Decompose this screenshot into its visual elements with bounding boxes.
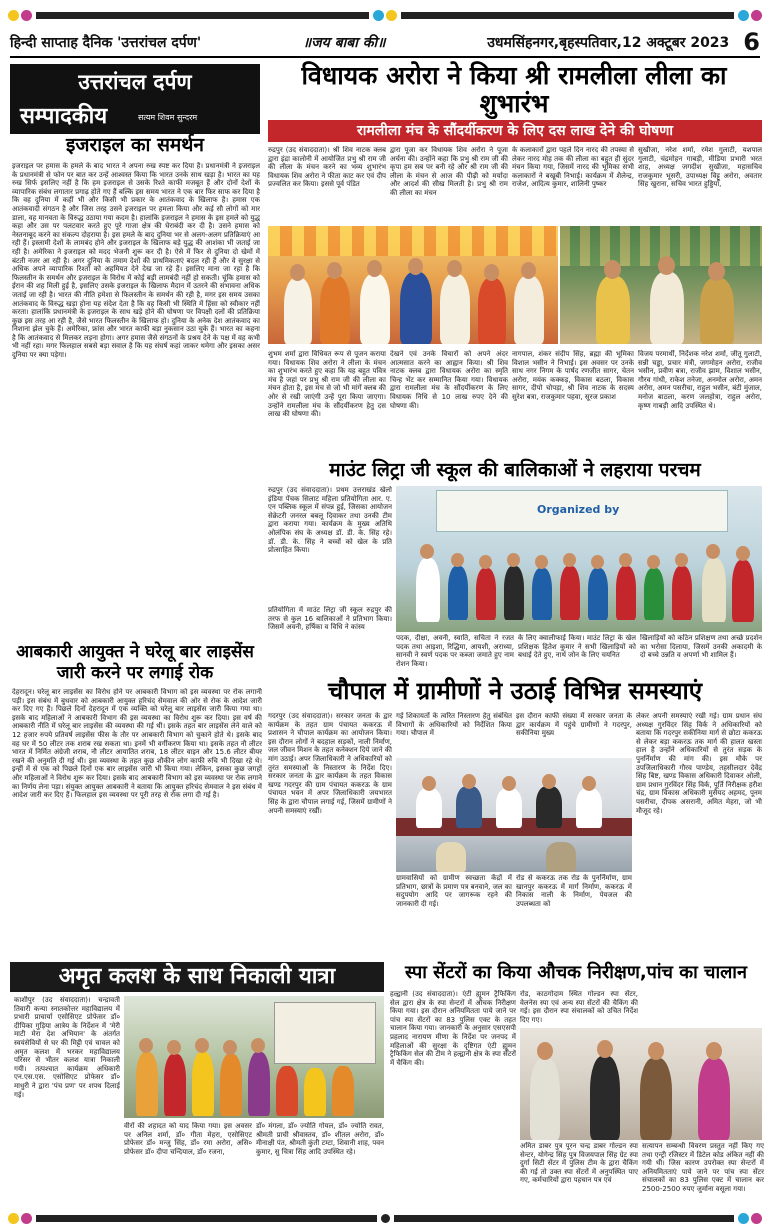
school-col-5: खिलाड़ियों को कठिन प्रशिक्षण तथा अच्छे प्रदर्शन का भरोसा दिलाया, जिसमें उनकी अकादमी के दो बच्चे उन्नति व अपर्णा भी शामिल हैं। (640, 634, 762, 660)
photo-person (616, 566, 636, 620)
photo-person (416, 558, 440, 622)
spa-col-1: हल्द्वानी (उद संवाददाता)। एंटी ह्यूमन ट्रैफिकिंग सेल द्वारा क्षेत्र के स्पा सेन्टरों में औचक निरीक्षण किया गया। इस दौरान अनियमितता पाये जाने पर पांच स्पा सेंटरों का 83 पुलिस एक्ट के तहत चालान किया गया। जानकारी के अनुसार एसएसपी प्रहलाद नारायण मीणा के निर्देश पर जनपद में महिलाओं की सुरक्षा के दृष्टिगत एंटी ह्यूमन ट्रैफिकिंग सेल की टीम ने हल्द्वानी क्षेत्र के स्पा सेंटरों में चैकिंग की। (390, 990, 516, 1067)
masthead (10, 28, 760, 58)
ramlila-headline: विधायक अरोरा ने किया श्री रामलीला लीला का शुभारंभ (301, 61, 727, 118)
photo-person-head (167, 1040, 181, 1055)
photo-person (590, 1056, 620, 1140)
photo-person (640, 1058, 672, 1140)
photo-person-head (420, 544, 434, 559)
chaupal-col-2: गई शिकायतों के त्वरित निस्तारण हेतु संबंधित विभागों के अधिकारियों को निर्देशित किया गया। चौपाल में (396, 712, 512, 738)
photo-person (136, 1052, 158, 1116)
registration-dot-icon (8, 1213, 19, 1224)
photo-person (698, 1058, 730, 1140)
excise-headline: आबकारी आयुक्त ने घरेलू बार लाइसेंस जारी करने पर लगाई रोक (16, 642, 254, 683)
photo-person-head (462, 774, 476, 789)
photo-person-head (422, 776, 436, 791)
ramlila-col-4: सुखीजा, नरेश शर्मा, रमेश गुलाटी, यशपाल गुलाटी, चंद्रमोहन गाबड़ी, मीडिया प्रभारी भरत शाह, अध्यक्ष जगदीश सुखीजा, महासचिव राजकुमार भूसरी, उपाध्यक्ष विट्टू अरोरा, अवतार सिंह खुराना, सचिव भारत हुड्डिया, (638, 146, 762, 189)
photo-person-head (327, 262, 342, 279)
photo-person (546, 842, 576, 872)
registration-block (36, 12, 369, 19)
photo-person (478, 278, 506, 344)
registration-block (36, 1215, 377, 1222)
school-col-3: पदक, दीक्षा, अवनी, स्वाति, सचिता ने रजत पदक तथा आइशा, रिद्धिमा, आयशी, अराध्या, सानवी ने स्वर्ण पदक पर कब्जा जमाते हुए नाम रोशन किया। (396, 634, 514, 668)
photo-person (702, 558, 726, 622)
photo-decoration (268, 226, 558, 256)
photo-person-head (647, 555, 660, 569)
photo-person (448, 566, 468, 620)
photo-person-head (591, 555, 604, 569)
editorial-brand: उत्तरांचल दर्पण (78, 70, 192, 94)
ramlila-caption-left: शुभम शर्मा द्वारा विधिवत रूप से पूजन कराया गया। विधायक शिव अरोरा ने लीला के मंचन का शुभारंभ करते हुए कहा कि यह बहुत पवित्र मंच है जहां पर प्रभु श्री राम जी की लीला का मंचन होता है, इस मंच से जो भी मांगें क्लब की ओर से रखी जाएंगी उन्हें पूरा किया जाएगा। उन्होंने रामलीला मंच के सौंदर्यीकरण हेतु दस लाख की घोषणा की। (268, 350, 386, 419)
slogan: ॥जय बाबा की॥ (302, 34, 386, 51)
page-number: 6 (743, 28, 760, 56)
editorial-section: सम्पादकीय (20, 104, 108, 129)
photo-person (560, 566, 580, 620)
spa-col-2: रोड, काठगोदाम स्थित गोल्डन स्पा सेंटर, वेलनेस स्पा एवं अन्य स्पा सेंटरों की चैकिंग की गई। इस दौरान स्पा संचालकों को उचित निर्देश दिए गए। (520, 990, 638, 1024)
photo-person (650, 272, 684, 344)
kalash-headline: अमृत कलश के साथ निकाली यात्रा (58, 964, 336, 989)
ramlila-subhead-band (268, 120, 762, 142)
photo-person-head (223, 1040, 237, 1055)
photo-person (514, 276, 544, 344)
photo-person (320, 276, 350, 344)
photo-person-head (675, 553, 688, 567)
photo-person-head (604, 260, 621, 279)
ramlila-caption-mid: देखने एवं उनके विचारों को अपने अंदर आत्मसात करने का आह्वान किया। श्री शिव नाटक क्लब द्वारा विधायक अरोरा का स्मृति चिन्ह भेंट कर सम्मानित किया गया। विधायक द्वारा रामलीला मंच के सौंदर्यीकरण के लिए विधायक निधि से 10 लाख रुपए देने की घोषणा की। (390, 350, 508, 410)
registration-dot-icon (751, 1213, 762, 1224)
photo-person-head (563, 553, 576, 567)
photo-person (164, 1054, 186, 1116)
registration-dot-icon (738, 10, 749, 21)
photo-person (332, 1066, 354, 1116)
event-banner (436, 490, 728, 532)
photo-person-head (521, 262, 536, 279)
photo-person-head (708, 262, 725, 281)
top-registration-bar (8, 9, 762, 21)
yatra-banner (274, 1002, 376, 1064)
kalash-headline-box (10, 962, 384, 992)
chaupal-meeting-photo (396, 758, 632, 872)
spa-inspection-photo (520, 1028, 762, 1140)
photo-person-head (658, 256, 675, 275)
photo-person (536, 786, 562, 828)
school-col-2: प्रतियोगिता में माउंट लिट्रा जी स्कूल रुद्रपुर की तरफ से कुल 16 बालिकाओं ने प्रतिभाग किया। जिसमें अवनी, हर्षिका व विधि ने कांस्य (268, 606, 392, 632)
spa-caption-2: सत्यापन सम्बन्धी विवरण प्रस्तुत नहीं किए गए तथा एन्ट्री रजिस्टर में डिटेल कोड अंकित नहीं की गयी थी। जिस कारण उपरोक्त स्पा सेन्टरों में अनियमितताएं पाये जाने पर पांच स्पा सेंटर संचालकों का 83 पुलिस एक्ट में चालान कर 2500-2500 रुपए जुर्माना वसूला गया। (642, 1142, 764, 1193)
photo-person (576, 788, 602, 828)
ramlila-col-2: द्वारा पूजा कर विधायक शिव अरोरा ने पूजा अर्चना की। उन्होंने कहा कि प्रभु श्री राम जी की कृपा हम सब पर बनी रहे और श्री राम जी की लीला के मंचन से आज की पीढ़ी को मर्यादा और आदर्श की सीख मिलती है। प्रभु श्री राम की लीला का मंचन (390, 146, 508, 197)
photo-person-head (479, 555, 492, 569)
editorial-headline: इजराइल का समर्थन (66, 134, 204, 156)
registration-dot-icon (738, 1213, 749, 1224)
photo-person-head (290, 264, 305, 281)
photo-person-head (484, 264, 499, 281)
photo-person-head (447, 260, 462, 277)
photo-person-head (451, 553, 464, 567)
spa-headline: स्पा सेंटरों का किया औचक निरीक्षण,पांच का चालान (405, 962, 747, 983)
photo-person (284, 278, 312, 344)
photo-person (588, 568, 608, 620)
photo-person-head (736, 546, 750, 561)
kalash-caption-1: वीरों की शहादत को याद किया गया। इस अवसर पर अनिल शर्मा, डॉ० गीता मेहरा, एसोसिएट प्रोफेसर डॉ० मन्जु सिंह, डॉ० रमा अरोरा, असि० प्रोफेसर डॉ० दीपा चन्दियाल, डॉ० रजना, (124, 1122, 252, 1156)
photo-person (732, 560, 754, 622)
paper-title: हिन्दी साप्ताह दैनिक 'उत्तरांचल दर्पण' (10, 34, 202, 51)
registration-dot-icon (751, 10, 762, 21)
photo-person (248, 1052, 270, 1116)
ramlila-caption-right: नागपाल, शंकर संदीप सिंह, ब्रह्मा की भूमिका विशाल भसीन ने निभाई। इस अवसर पर उनके साथ नगर निगम के पार्षद रणजीत सागर, चेतन अरोरा, मयंक कक्कड़, विकास बठला, विकास सागर, दीपो चोपड़ा, श्री शिव नाटक के सदस्य सुरेश बत्रा, राजकुमार पहवा, सूरज प्रकाश (512, 350, 634, 401)
photo-person-head (367, 260, 382, 277)
ramlila-col-1: रुद्रपुर (उद संवाददाता)। श्री शिव नाटक क्लब द्वारा इंद्रा कालोनी में आयोजित प्रभु श्री राम जी की लीला के मंचन करने का भव्य शुभारंभ विधायक शिव अरोरा ने फीता काट कर एवं दीप प्रज्वलित कर किया। इससे पूर्व पंडित (268, 146, 386, 189)
photo-person (440, 274, 470, 344)
event-banner-text: Organized by (537, 503, 620, 516)
chaupal-caption-1: ग्रामवासियों को ग्रामीण स्वच्छता केंद्रों में प्रतिभाग, छात्रों के प्रमाण पत्र बनवाने, जल का सदुपयोग आदि पर जागरूक रहने की जानकारी दी गई। (396, 874, 512, 908)
registration-dot-icon (386, 10, 397, 21)
photo-person-head (502, 776, 516, 791)
ramlila-performers-photo (560, 226, 762, 344)
ramlila-caption-far: विजय परमार्थी, निर्देशक नरेश शर्मा, जीतू गुलाटी, सन्नी चड्ढा, प्रचार मंत्री, जगमोहन अरोरा, राजीव भसीन, प्रवीण बत्रा, राजीव झाम, विशाल भसीन, गौरव गांधी, राकेश तनेजा, अनमोल अरोरा, अमन अरोरा, अमन पसरीचा, राहुल भसीन, बंटी मुंजाल, मनोज बाठला, करण जलहोत्रा, राहुल अरोरा, कृष्ण गाबड़ी आदि उपस्थित थे। (638, 350, 762, 410)
photo-person (532, 568, 552, 620)
photo-person-head (706, 544, 720, 559)
ramlila-col-3: के कलाकारों द्वारा पहले दिन नारद की तपस्या से लेकर नारद मोह तक की लीला का बहुत ही सुंदर मंचन किया गया, जिसमें नारद की भूमिका सभी कलाकारों ने बखूबी निभाई। कार्यक्रम में शैलेन्द्र, राजेश, आदित्य कुमार, शालिनी पुष्कर (512, 146, 634, 189)
photo-person-head (139, 1038, 153, 1053)
kalash-col-1: काशीपुर (उद संवाददाता)। चन्द्रावती तिवारी कन्या स्नातकोत्तर महाविद्यालय में प्रभारी प्राचार्या एसोसिएट प्रोफेसर डॉ० दीपिका गुड़िया आत्रेय के निर्देशन में 'मेरी माटी मेरा देश अभियान' के अंतर्गत स्वयंसेवियों से घर की मिट्टी एवं चावल को अमृत कलश में भरकर महाविद्यालय परिसर से भीतर कलश यात्रा निकाली गयी। तत्पश्चात कार्यक्रम अधिकारी एन.एस.एस. एसोसिएट प्रोफेसर डॉ० माधुरी ने द्वारा 'पंच प्रण' पर शपथ दिलाई गई। (14, 996, 120, 1099)
photo-person-head (537, 1042, 553, 1060)
chaupal-col-1: गदरपुर (उद संवाददाता)। सरकार जनता के द्वार कार्यक्रम के तहत ग्राम पंचायत ककरऊ में प्रशासन ने चौपाल कार्यक्रम का आयोजन किया। इस दौरान लोगों ने बदहाल सड़कों, नाली निर्माण, जल जीवन मिशन के तहत कनेक्शन दिये जाने की मांग उठाई। अपर जिलाधिकारी ने अधिकारियों को तुरंत समस्याओं के निस्तारण के निर्देश दिए। सरकार जनता के द्वार कार्यक्रम के तहत विकास खण्ड गदरपुर की ग्राम पंचायत ककरऊ के ग्राम पंचायत भवन में अपर जिलाधिकारी जयभारत सिंह के द्वारा चौपाल लगाई गई, जिसमें ग्रामीणों ने अपनी समस्याएं रखीं। (268, 712, 392, 815)
school-team-photo (396, 486, 762, 632)
photo-person-head (597, 1040, 613, 1058)
registration-target-icon (381, 1214, 390, 1223)
chaupal-headline: चौपाल में ग्रामीणों ने उठाई विभिन्न समस्याएं (327, 677, 702, 705)
photo-person-head (535, 555, 548, 569)
photo-person (504, 566, 524, 620)
photo-person (416, 788, 442, 828)
school-col-1: रुद्रपुर (उद संवाददाता)। प्रथम उत्तराखंड खेलो इंडिया पेंचक सिलाट महिला प्रतियोगिता आर. ए. एन पब्लिक स्कूल में संपन्न हुई, जिसका आयोजन सेक्रेटरी जनरल बबलू दिवाकर तथा उनकी टीम द्वारा कराया गया। कार्यक्रम के मुख्य अतिथि ओलंपिक संघ के अध्यक्ष डॉ. डी. के. सिंह रहे। डॉ. डी. के. सिंह ने बच्चों को खेल के प्रति प्रोत्साहित किया। (268, 486, 392, 555)
photo-person-head (195, 1038, 209, 1053)
photo-person (192, 1052, 214, 1116)
photo-person-head (251, 1038, 265, 1053)
photo-person-head (582, 776, 596, 791)
photo-person (596, 276, 630, 344)
registration-dot-icon (21, 10, 32, 21)
dateline: उधमसिंहनगर,बृहस्पतिवार,12 अक्टूबर 2023 (487, 34, 730, 51)
registration-dot-icon (8, 10, 19, 21)
kalash-yatra-photo (124, 996, 384, 1118)
photo-person (672, 566, 692, 620)
registration-block (401, 12, 734, 19)
registration-dot-icon (373, 10, 384, 21)
editorial-header-box (10, 64, 260, 134)
photo-person (276, 1066, 298, 1116)
registration-dot-icon (21, 1213, 32, 1224)
photo-person (436, 842, 466, 872)
kalash-caption-2: डॉ० मंगला, डॉ० ज्योति गोयल, डॉ० ज्योति रावत, श्रीमती प्राची श्रीवास्तव, डॉ० शीतल अरोरा, डॉ० मीनाक्षी पंत, श्रीमती कुंती टम्टा, शिवानी शाह, पवन कुमार, सु चित्रा सिंह आदि उपस्थित रहे। (256, 1122, 384, 1156)
ramlila-stage-photo (268, 226, 558, 344)
photo-person (456, 786, 482, 828)
registration-block (394, 1215, 735, 1222)
photo-person (304, 1068, 326, 1116)
photo-person (360, 274, 390, 344)
photo-person-head (648, 1042, 664, 1060)
photo-person-head (619, 553, 632, 567)
photo-person-head (542, 774, 556, 789)
photo-person-head (408, 258, 423, 275)
photo-person (400, 272, 432, 344)
photo-person (496, 788, 522, 828)
photo-person (530, 1058, 560, 1140)
chaupal-caption-2: रोड से ककरऊ तक रोड के पुनर्निर्माण, ग्राम खानपुर ककरऊ में मार्ग निर्माण, ककरऊ में निकास नाली के निर्माण, पेयजल की उपलब्धता को (516, 874, 632, 908)
chaupal-col-4: लेकर अपनी समस्याएं रखी गई। ग्राम प्रधान संघ अध्यक्ष गुरविंदर सिंह विर्क ने अधिकारियों को बताया कि गदरपुर सकीनिया मार्ग से छोटा ककरऊ से लेकर बड़ा ककरऊ तक मार्ग की हालत खस्ता हाल है उन्होंने अधिकारियों से तुरंत सड़क के पुनर्निर्माण की मांग की। इस मौके पर उपजिलाधिकारी गौरव पाण्डेय, तहसीलदार देवेंद्र सिंह बिष्ट, खण्ड विकास अधिकारी दिवाकर ओली, ग्राम प्रधान गुरविंदर सिंह विर्क, पूर्ति निरीक्षक हरीश चंद्र, ग्राम विकास अधिकारी मुसैयद अहमद, पूनम पसरीचा, दीपक असरानी, अमित मेहरा, जो भी मौजूद रहे। (636, 712, 762, 815)
bottom-registration-bar (8, 1212, 762, 1224)
school-col-4: के लिए क्वालीफाई किया। माउंट लिट्रा के खेल प्रशिक्षक हितेश कुमार ने सभी खिलाड़ियों को बधाई देते हुए, नार्थ जोन के लिए चयनित (518, 634, 636, 660)
ramlila-subhead: रामलीला मंच के सौंदर्यीकरण के लिए दस लाख देने की घोषणा (357, 123, 673, 139)
photo-person (220, 1054, 242, 1116)
chaupal-col-3: इस दौरान काफी संख्या में सरकार जनता के द्वार कार्यक्रम में पहुंचे ग्रामीणों ने गदरपुर, सकीनिया मुख्य (516, 712, 632, 738)
school-headline: माउंट लिट्रा जी स्कूल की बालिकाओं ने लहराया परचम (329, 459, 701, 481)
spa-caption-1: अमित डाबर पुत्र पूरन चन्द्र डाबर गोल्डन स्पा सेन्टर, योगेन्द्र सिंह पुत्र विजयपाल सिंह ग्रेट स्पा दुर्गा सिटी सेंटर में पुलिस टीम के द्वारा चैकिंग की गई तो उक्त स्पा सेंटरों में अनुपस्थित पाए गए, कर्मचारियों द्वारा पहचान पत्र एवं (520, 1142, 638, 1185)
photo-person (476, 568, 496, 620)
photo-person-head (507, 553, 520, 567)
photo-person-head (706, 1042, 722, 1060)
photo-person (700, 278, 734, 344)
editorial-motto: सत्यम शिवम सुन्दरम (138, 113, 198, 122)
editorial-body: इजराइल पर हमास के हमले के बाद भारत ने अपना रुख स्पष्ट कर दिया है। प्रधानमंत्री ने इजराइल के प्रधानमंत्री से फोन पर बात कर उन्हें आश्वस्त किया कि भारत उनके साथ खड़ा है। भारत का यह रुख सिर्फ इसलिए नहीं है कि हम इजराइल से उसके रिश्ते काफी मजबूत हैं और दोनों देशों के व्यापारिक संबंध लगातार प्रगाढ़ होते गए हैं बल्कि इस समय भारत ने एक बार फिर साफ कर दिया है कि वह दुनिया में कहीं भी और किसी भी प्रकार के आतंकवाद के खिलाफ है। हमास एक आतंकवादी संगठन है और जिस तरह उसने इजराइल पर हमला किया और कई सौ लोगों को मार डाला, वह मानवता के विरुद्ध उठाया गया कदम है। हालांकि इजराइल ने हमास के इस हमले को युद्ध कहा और उस पर पलटवार करते हुए पूरे गाजा क्षेत्र की घेराबंदी कर दी है। उसने हमास को नेस्तनाबूद करने का संकल्प दोहराया है। इस हमले के बाद दुनिया भर से अलग-अलग प्रतिक्रियाएं आ रही हैं। इस्लामी देशों के लामबंद होने और इजराइल के खिलाफ बड़े युद्ध की आशंका भी जताई जा रही है। अमेरिका ने इजराइल को मदद भेजनी शुरू कर दी है। ऐसे में फिर से दुनिया दो खेमों में बंटती नजर आ रही है। अगर दुनिया के तमाम देशों की प्राथमिकताएं बदल रही हैं और वे सुरक्षा से अधिक अपने व्यापारिक रिश्तों को अहमियत देने देख जा रहे हैं। इसलिए माना जा रहा है कि फिलस्तीन के समर्थन और इजराइल के विरोध में कोई बड़ी लामबंदी नहीं हो सकती। चूंकि हमास को ईरान की शह मिली हुई है, इसलिए उसके इजराइल के खिलाफ मैदान में उतरने की संभावना अधिक जताई जा रही है। भारत की नीति हमेशा से फिलस्तीन के समर्थन की रही है, मगर इस समय उसका आतंकवाद के विरुद्ध खड़ा होना यह संदेश देता है कि वह किसी भी स्थिति में हिंसा को स्वीकार नहीं करता। हालांकि प्रधानमंत्री के इजराइल के साथ खड़े होने की घोषणा पर विपक्षी दलों की प्रतिक्रिया कुछ इस तरह आ रही है, जैसे भारत फिलस्तीन के खिलाफ हो। दुनिया के अनेक देश आतंकवाद का निशाना झेल चुके हैं। अमेरिका, फ्रांस और भारत काफी बड़ा नुकसान उठा चुके हैं। भारत का कहना है कि आतंकवाद से मिलकर लड़ना होगा। अगर हमास जैसे संगठनों के प्रश्रय देने के पक्ष में वह कभी भी नहीं रहा। मगर फिलहाल सबसे बड़ा सवाल है कि यह संघर्ष कहां जाकर थमेगा और इसका असर दुनिया पर क्या पड़ेगा। (12, 162, 260, 360)
excise-body: देहरादून। घरेलू बार लाइसेंस का विरोध होने पर आबकारी विभाग को इस व्यवस्था पर रोक लगानी पड़ी। इस संबंध में बुधवार को आबकारी आयुक्त हरिचंद सेमवाल की ओर से रोक के आदेश जारी कर दिए गए हैं। पिछले दिनों देहरादून में एक व्यक्ति को घरेलू बार लाइसेंस जारी किया गया था। इसके बाद महिलाओं ने आबकारी विभाग की इस व्यवस्था का विरोध शुरू कर दिया। इस वर्ष की आबकारी नीति में घरेलू बार लाइसेंस की व्यवस्था की गई थी। इसके तहत बार लाइसेंस लेने वाले को 12 हजार रुपये प्रतिवर्ष लाइसेंस फीस के तौर पर आबकारी विभाग को चुकाने होते थे। इसके बाद वह घर में 50 लीटर तक शराब रख सकता था। इनमें भी वर्गीकरण किया था। इसके तहत नौ लीटर भारत में निर्मित अंग्रेजी शराब, नौ लीटर आयातित शराब, 18 लीटर वाइन और 15.6 लीटर बीयर रखने की अनुमति दी गई थी। इस व्यवस्था के तहत कुछ शौकीन लोग काफी रुचि भी दिखा रहे थे। इन्हीं में से एक को पिछले दिनों एक बार लाइसेंस जारी भी किया गया। लेकिन, इसका कुछ जगहों और महिलाओं ने विरोध शुरू कर दिया। इसके बाद आबकारी विभाग को इस व्यवस्था पर रोक लगाने का निर्णय लेना पड़ा। संयुक्त आयुक्त आबकारी ने बताया कि आयुक्त हरिचंद सेमवाल ने इस संबंध में आदेश जारी कर दिए हैं। फिलहाल इस व्यवस्था पर पूरी तरह से रोक लगा दी गई है। (12, 688, 262, 800)
photo-person (644, 568, 664, 620)
